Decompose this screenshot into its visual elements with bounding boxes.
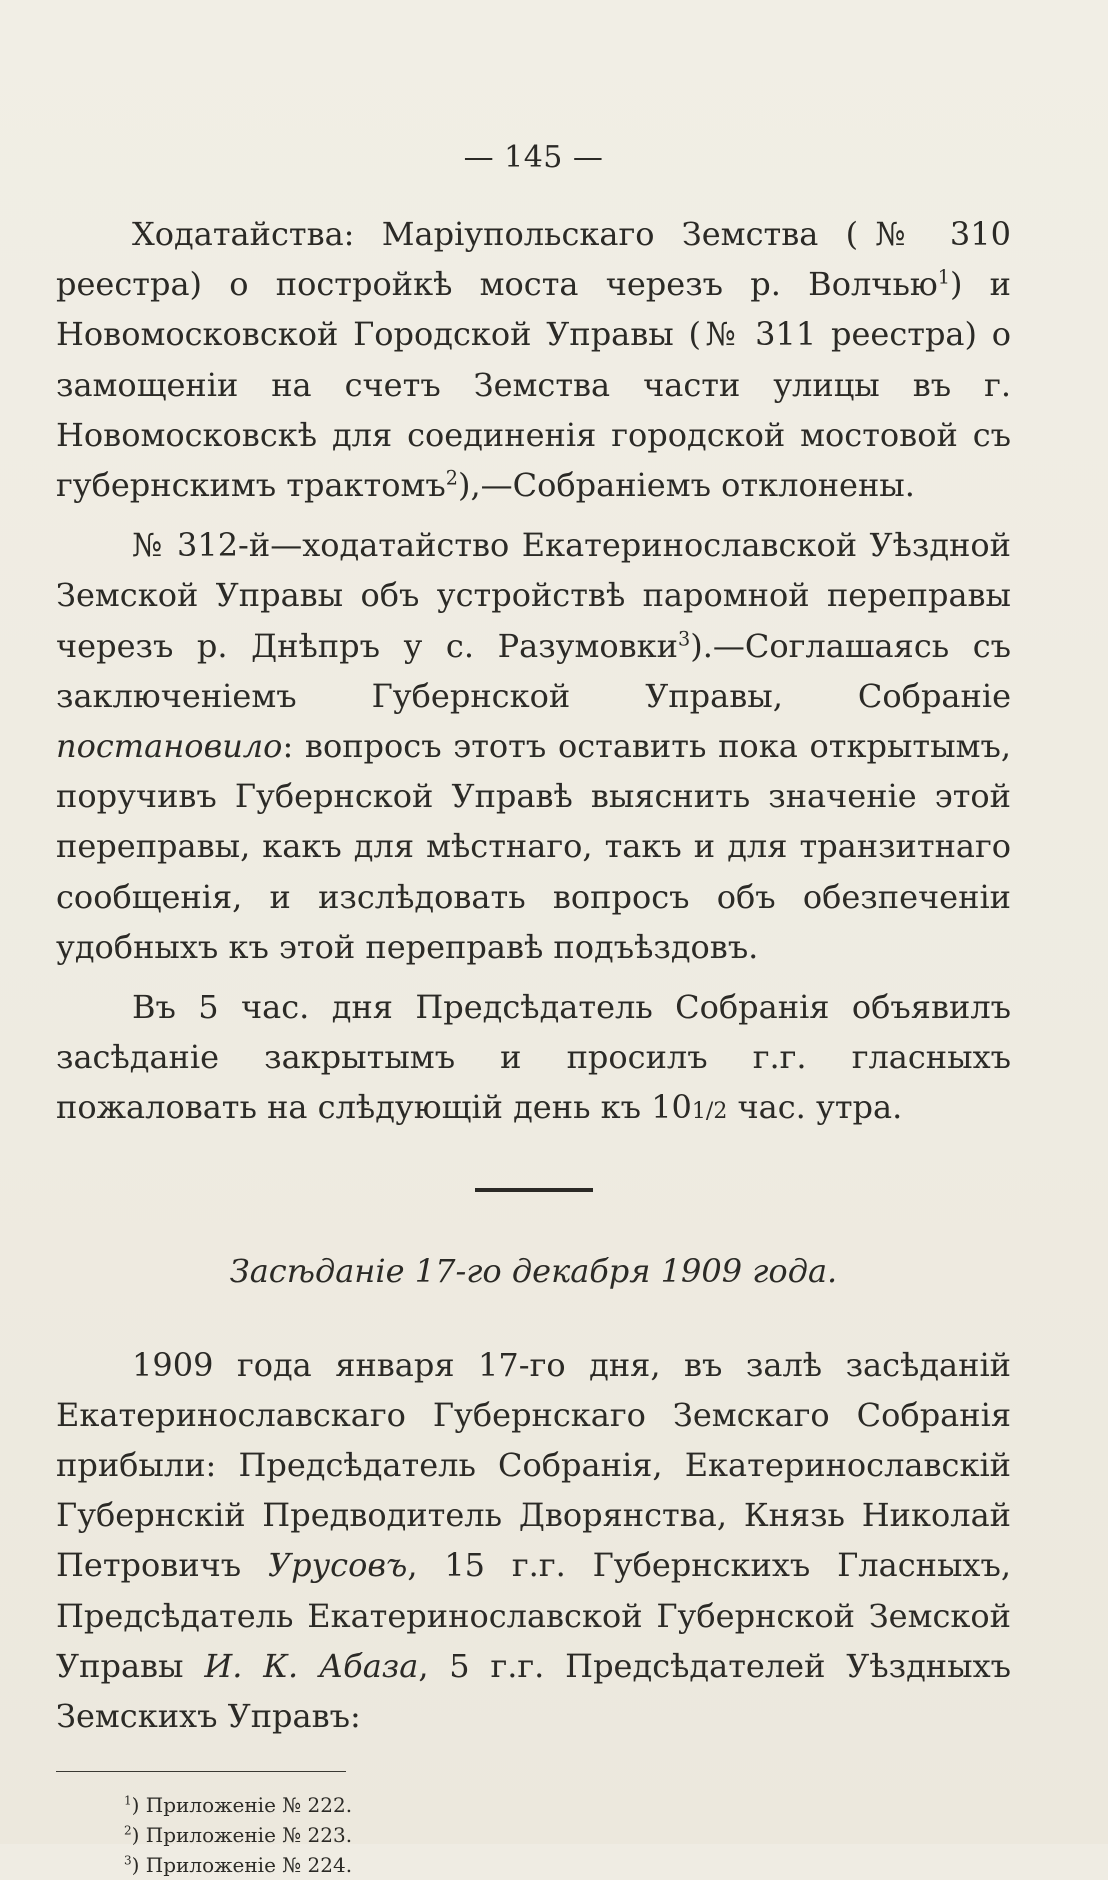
emphasis-resolved: постановило bbox=[56, 727, 283, 766]
footnote-mark: 1 bbox=[124, 1793, 132, 1808]
footnote-divider bbox=[56, 1771, 346, 1772]
footnote-ref-1[interactable]: 1 bbox=[937, 265, 950, 289]
footnote-mark: 3 bbox=[124, 1853, 132, 1868]
name-abaza: И. К. Абаза bbox=[204, 1646, 419, 1685]
paragraph-text: , 15 г.г. Губернскихъ Гласныхъ, Предсѣдатель Екатеринославской Губернской Земской Управы bbox=[56, 1546, 1012, 1685]
paragraph-text: 1909 года января 17-го дня, въ залѣ засѣданій Екатеринославскаго Губернскаго Земскаго Собранія прибыли: Предсѣдатель Собранія, Екатеринославскій Губернскій Предводитель Дворянства, Князь Николай Петровичъ bbox=[56, 1345, 1011, 1585]
footnote-2 bbox=[124, 1820, 1011, 1850]
footnote-text: ) Приложеніе № 223. bbox=[131, 1823, 353, 1848]
name-urusov: Урусовъ bbox=[268, 1546, 408, 1585]
fraction-half: 1/2 bbox=[691, 1099, 728, 1125]
paragraph-petitions-rejected bbox=[56, 209, 1011, 510]
paragraph-text: ).—Соглашаясь съ заключеніемъ Губернской Управы, Собраніе bbox=[56, 626, 1012, 715]
paragraph-session-opening bbox=[56, 1340, 1011, 1742]
paragraph-text: ),—Собраніемъ отклонены. bbox=[457, 466, 915, 505]
paragraph-text: № 312-й—ходатайство Екатеринославской Уѣздной Земской Управы объ устройствѣ паромной переправы черезъ р. Днѣпръ у с. Разумовки bbox=[56, 526, 1011, 665]
footnote-ref-3[interactable]: 3 bbox=[678, 626, 691, 650]
section-divider bbox=[475, 1188, 593, 1192]
paragraph-session-closed bbox=[56, 982, 1011, 1138]
paragraph-text: час. утра. bbox=[727, 1088, 903, 1127]
page-content bbox=[56, 140, 1011, 1880]
paragraph-text: Ходатайства: Маріупольскаго Земства (№ 310 реестра) о постройкѣ моста черезъ р. Волчью bbox=[56, 215, 1011, 304]
footnote-1 bbox=[124, 1790, 1011, 1820]
paragraph-text: Въ 5 час. дня Предсѣдатель Собранія объявилъ засѣданіе закрытымъ и просилъ г.г. гласныхъ пожаловать на слѣдующій день къ 10 bbox=[56, 988, 1011, 1127]
section-title: Засѣданіе 17-го декабря 1909 года. bbox=[229, 1251, 838, 1290]
paragraph-text: : вопросъ этотъ оставить пока открытымъ, поручивъ Губернской Управѣ выяснить значеніе этой переправы, какъ для мѣстнаго, такъ и для транзитнаго сообщенія, и изслѣдовать вопросъ объ обезпеченіи удобныхъ къ этой переправѣ подъѣздовъ. bbox=[56, 727, 1011, 966]
paragraph-text: ) и Новомосковской Городской Управы (№ 311 реестра) о замощеніи на счетъ Земства части улицы въ г. Новомосковскѣ для соединенія городской мостовой съ губернскимъ трактомъ bbox=[56, 265, 1012, 505]
footnote-mark: 2 bbox=[124, 1823, 132, 1838]
paragraph-text: , 5 г.г. Предсѣдателей Уѣздныхъ Земскихъ Управъ: bbox=[56, 1646, 1012, 1736]
footnote-3 bbox=[124, 1850, 1011, 1880]
footnote-ref-2[interactable]: 2 bbox=[445, 466, 458, 490]
paragraph-ferry-petition bbox=[56, 520, 1011, 972]
page-number: — 145 — bbox=[463, 140, 604, 175]
footnote-text: ) Приложеніе № 224. bbox=[131, 1853, 353, 1878]
footnote-text: ) Приложеніе № 222. bbox=[131, 1793, 353, 1818]
